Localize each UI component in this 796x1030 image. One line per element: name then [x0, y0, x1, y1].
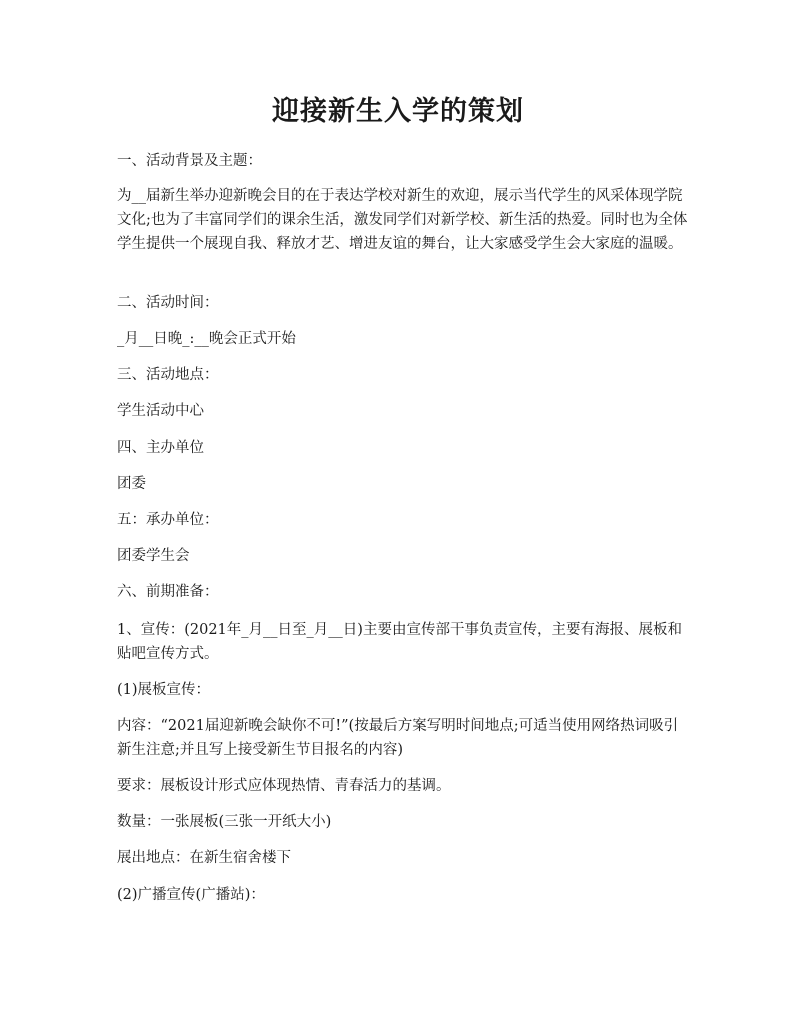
broadcast-publicity-heading: (2)广播宣传(广播站)： [117, 887, 265, 903]
section-heading-background: 一、活动背景及主题： [117, 153, 262, 169]
board-requirement-paragraph: 要求：展板设计形式应体现热情、青春活力的基调。 [117, 778, 451, 794]
organizer-paragraph: 团委 [117, 476, 146, 492]
section-heading-organizer: 四、主办单位 [117, 440, 204, 456]
board-location-paragraph: 展出地点：在新生宿舍楼下 [117, 850, 291, 866]
document-title: 迎接新生入学的策划 [272, 96, 524, 127]
background-paragraph: 为__届新生举办迎新晚会目的在于表达学校对新生的欢迎，展示当代学生的风采体现学院文化;也为了丰富同学们的课余生活，激发同学们对新学校、新生活的热爱。同时也为全体学生提供一个展现自我、释放才艺、增进友谊的舞台，让大家感受学生会大家庭的温暖。 [117, 188, 688, 252]
board-publicity-heading: (1)展板宣传： [117, 682, 211, 698]
section-heading-location: 三、活动地点： [117, 367, 219, 383]
section-heading-time: 二、活动时间： [117, 295, 219, 311]
board-content-paragraph: 内容：“2021届迎新晚会缺你不可!”(按最后方案写明时间地点;可适当使用网络热词吸引新生注意;并且写上接受新生节目报名的内容) [117, 718, 679, 758]
time-paragraph: _月__日晚_:__晚会正式开始 [117, 331, 296, 347]
board-quantity-paragraph: 数量：一张展板(三张一开纸大小) [117, 814, 332, 830]
section-heading-host: 五：承办单位： [117, 512, 219, 528]
location-paragraph: 学生活动中心 [117, 403, 204, 419]
publicity-paragraph: 1、宣传：(2021年_月__日至_月__日)主要由宣传部干事负责宣传，主要有海报、展板和贴吧宣传方式。 [117, 622, 682, 662]
host-paragraph: 团委学生会 [117, 548, 190, 564]
section-heading-preparation: 六、前期准备： [117, 584, 219, 600]
